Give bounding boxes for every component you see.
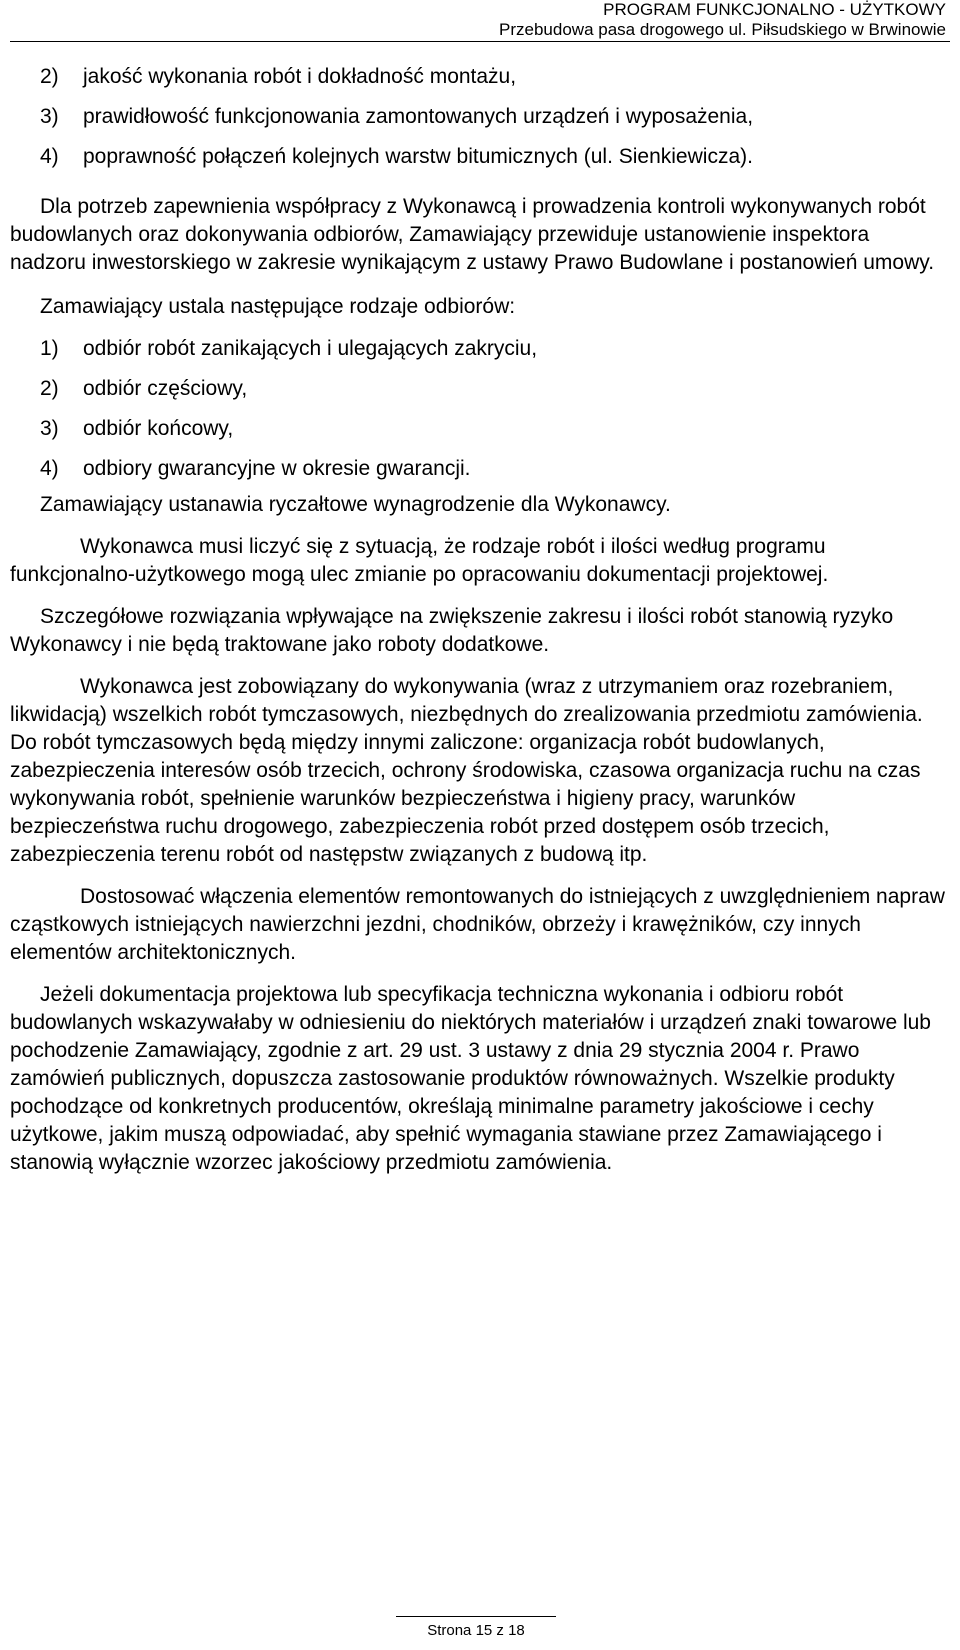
list-number: 2)	[40, 65, 59, 88]
list-number: 2)	[40, 377, 59, 400]
paragraph-temporary-works: Wykonawca jest zobowiązany do wykonywania (wraz z utrzymaniem oraz rozebraniem, likwidacją) wszelkich robót tymczasowych, niezbędnych do zrealizowania przedmiotu zamówienia. Do robót tymczasowych będą między innymi zaliczone: organizacja robót budowlanych, zabezpieczenia interesów osób trzecich, ochrony środowiska, czasowa organizacja ruchu na czas wykonywania robót, spełnienie warunków bezpieczeństwa i higieny pracy, warunków bezpieczeństwa ruchu drogowego, zabezpieczenia robót przed dostępem osób trzecich, zabezpieczenia terenu robót od następstw związanych z budową itp.	[10, 675, 923, 866]
list-number: 4)	[40, 145, 59, 168]
paragraph-scope-change: Wykonawca musi liczyć się z sytuacją, że rodzaje robót i ilości według programu funkcjonalno-użytkowego mogą ulec zmianie po opracowaniu dokumentacji projektowej.	[10, 535, 829, 586]
page-header	[499, 0, 946, 40]
document-body	[10, 63, 945, 1187]
header-title: PROGRAM FUNKCJONALNO - UŻYTKOWY	[603, 0, 946, 19]
quality-list	[10, 63, 945, 171]
paragraph-acceptance-intro: Zamawiający ustala następujące rodzaje odbiorów:	[40, 295, 516, 318]
list-item	[10, 455, 945, 483]
header-divider	[10, 41, 950, 42]
list-item	[10, 143, 945, 171]
list-number: 4)	[40, 457, 59, 480]
list-number: 1)	[40, 337, 59, 360]
paragraph-inspector: Dla potrzeb zapewnienia współpracy z Wykonawcą i prowadzenia kontroli wykonywanych robót budowlanych oraz dokonywania odbiorów, Zamawiający przewiduje ustanowienie inspektora nadzoru inwestorskiego w zakresie wynikającym z ustawy Prawo Budowlane i postanowień umowy.	[10, 195, 935, 274]
list-item	[10, 335, 945, 363]
list-number: 3)	[40, 105, 59, 128]
list-text: jakość wykonania robót i dokładność montażu,	[83, 65, 517, 88]
list-item	[10, 375, 945, 403]
list-text: prawidłowość funkcjonowania zamontowanych urządzeń i wyposażenia,	[83, 105, 754, 128]
acceptance-types-list	[10, 335, 945, 483]
page-number: Strona 15 z 18	[427, 1622, 525, 1639]
list-number: 3)	[40, 417, 59, 440]
paragraph-lump-sum: Zamawiający ustanawia ryczałtowe wynagrodzenie dla Wykonawcy.	[40, 493, 671, 516]
paragraph-contractor-risk: Szczegółowe rozwiązania wpływające na zwiększenie zakresu i ilości robót stanowią ryzyko Wykonawcy i nie będą traktowane jako roboty dodatkowe.	[10, 605, 894, 656]
list-text: odbiór końcowy,	[83, 417, 234, 440]
list-text: odbiór robót zanikających i ulegających zakryciu,	[83, 337, 538, 360]
list-item	[10, 103, 945, 131]
header-subtitle: Przebudowa pasa drogowego ul. Piłsudskiego w Brwinowie	[499, 20, 946, 39]
paragraph-equivalent-products: Jeżeli dokumentacja projektowa lub specyfikacja techniczna wykonania i odbioru robót budowlanych wskazywałaby w odniesieniu do niektórych materiałów i urządzeń znaki towarowe lub pochodzenie Zamawiający, zgodnie z art. 29 ust. 3 ustawy z dnia 29 stycznia 2004 r. Prawo zamówień publicznych, dopuszcza zastosowanie produktów równoważnych. Wszelkie produkty pochodzące od konkretnych producentów, określają minimalne parametry jakościowe i cechy użytkowe, jakim muszą odpowiadać, aby spełnić wymagania stawiane przez Zamawiającego i stanowią wyłącznie wzorzec jakościowy przedmiotu zamówienia.	[10, 983, 931, 1174]
list-text: odbiory gwarancyjne w okresie gwarancji.	[83, 457, 471, 480]
list-item	[10, 63, 945, 91]
list-text: poprawność połączeń kolejnych warstw bitumicznych (ul. Sienkiewicza).	[83, 145, 753, 168]
paragraph-connections: Dostosować włączenia elementów remontowanych do istniejących z uwzględnieniem napraw cząstkowych istniejących nawierzchni jezdni, chodników, obrzeży i krawężników, czy innych elementów architektonicznych.	[10, 885, 945, 964]
list-text: odbiór częściowy,	[83, 377, 248, 400]
list-item	[10, 415, 945, 443]
footer-divider	[396, 1616, 556, 1617]
